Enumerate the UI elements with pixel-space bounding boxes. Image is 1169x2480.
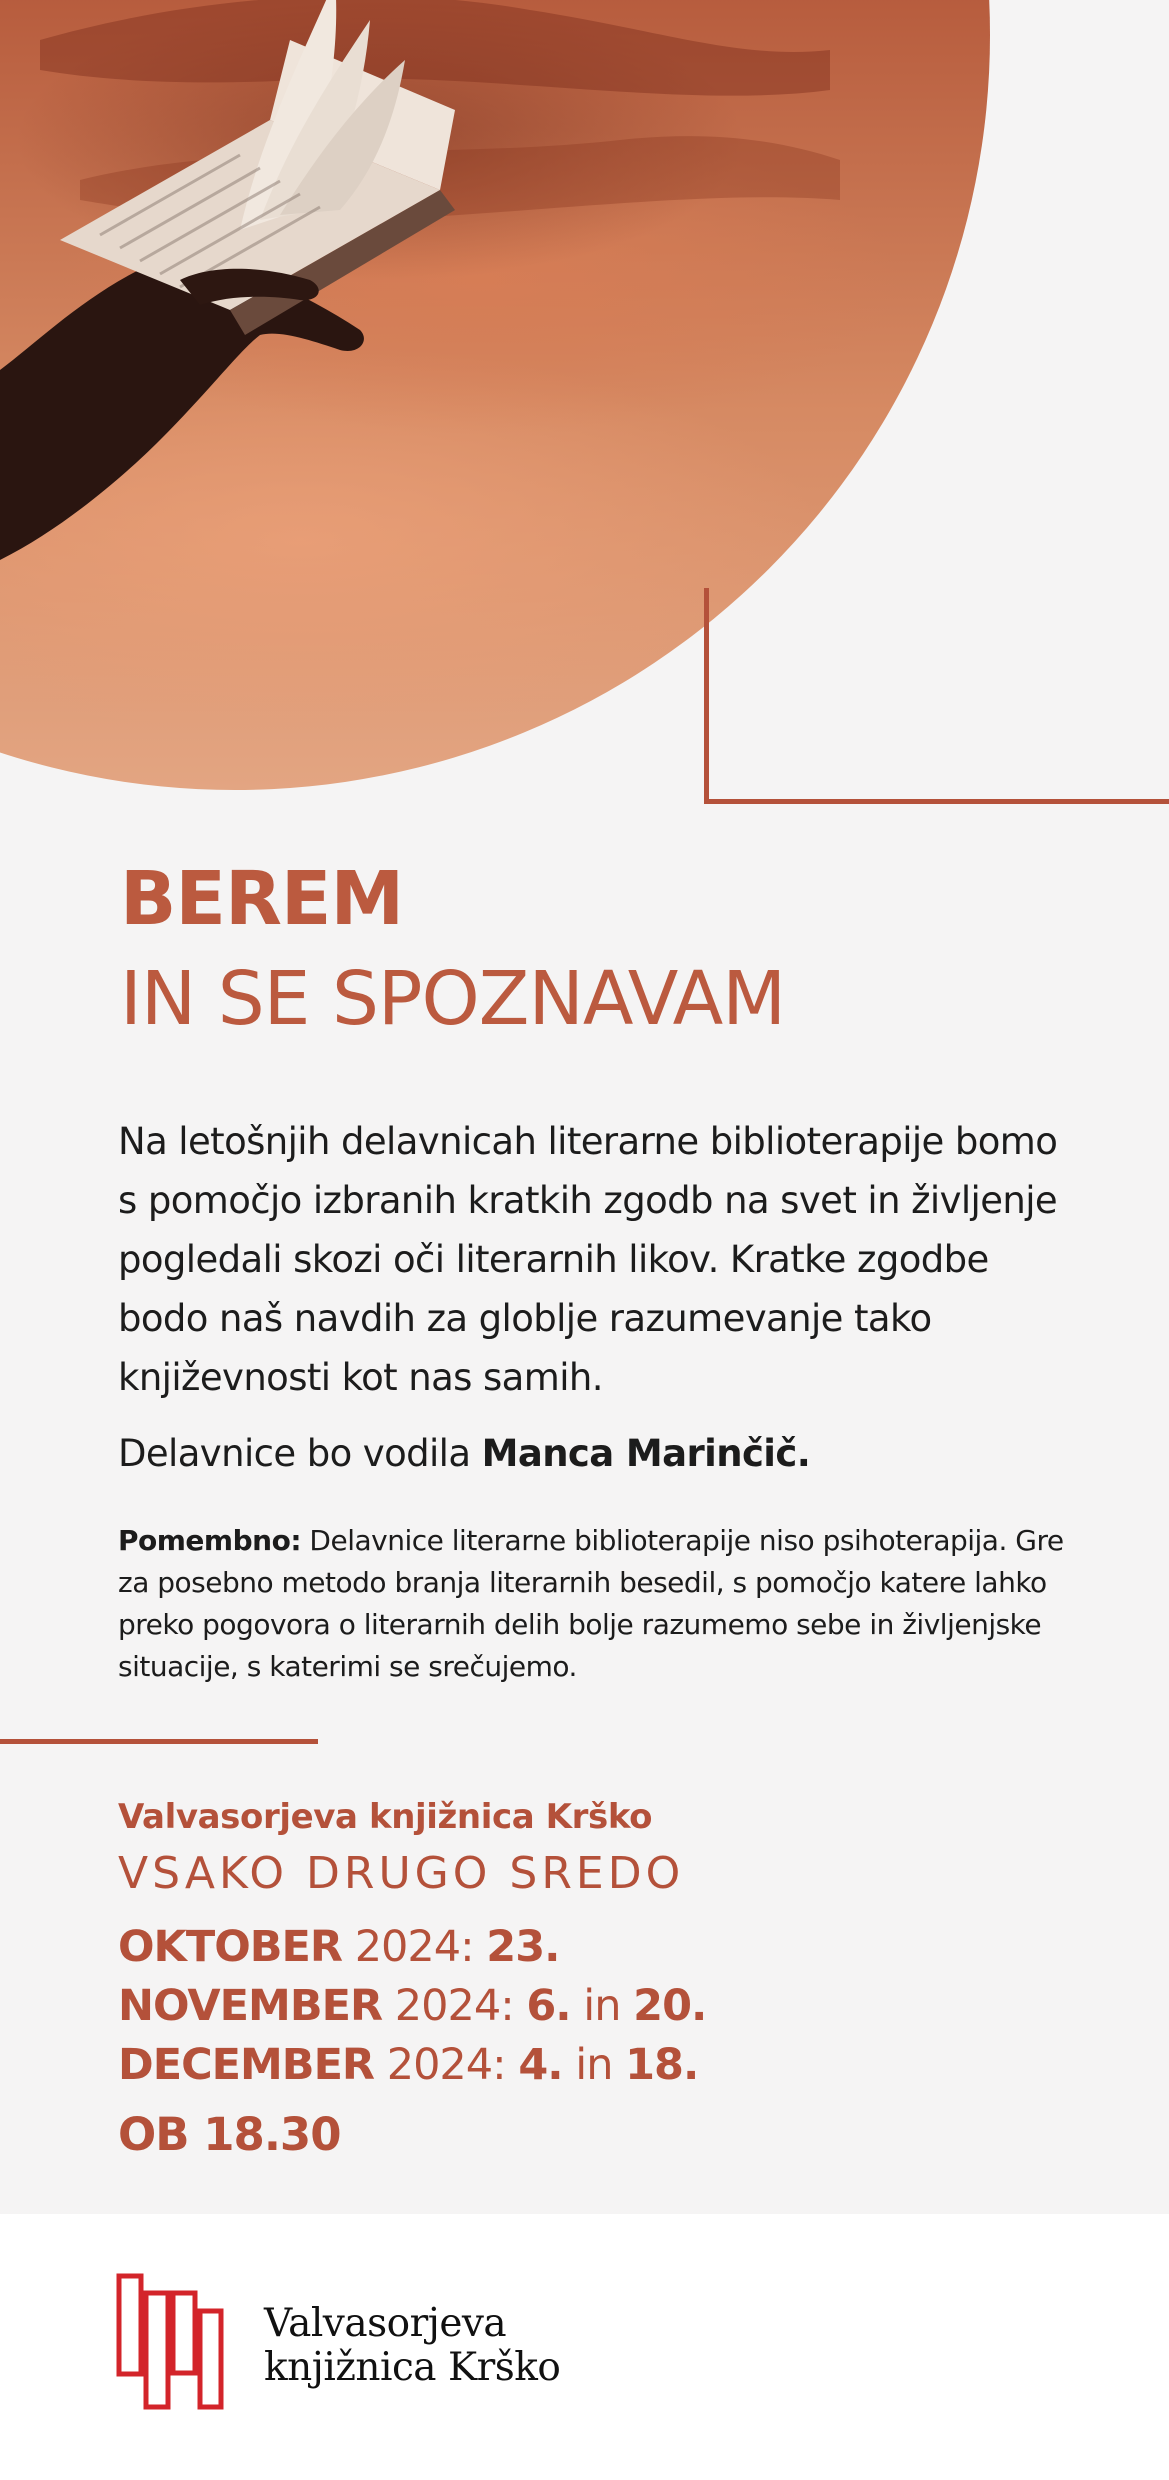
date-row (118, 1918, 706, 1977)
venue-name: Valvasorjeva knjižnica Krško (118, 1797, 653, 1837)
date-separator: in (570, 1981, 634, 2031)
logo-line-1: Valvasorjeva (264, 2301, 507, 2346)
date-list (118, 1918, 706, 2095)
frequency: VSAKO DRUGO SREDO (118, 1848, 685, 1899)
intro-paragraph: Na letošnjih delavnicah literarne biblioterapije bomo s pomočjo izbranih kratkih zgodb na svet in življenje pogledali skozi oči literarnih likov. Kratke zgodbe bodo naš navdih za globlje razumevanje tako književnosti kot nas samih. (118, 1120, 1058, 1399)
library-logo-text (264, 2302, 560, 2390)
date-month: NOVEMBER (118, 1981, 383, 2031)
date-month: OKTOBER (118, 1922, 343, 1972)
library-logo-icon (116, 2273, 224, 2411)
date-separator: in (562, 2040, 626, 2090)
date-day: 18. (625, 2040, 699, 2090)
note-label: Pomembno: (118, 1524, 302, 1557)
section-divider (0, 1739, 318, 1744)
title-line-1: BEREM (120, 856, 404, 942)
date-day: 6. (526, 1981, 571, 2031)
leader-name: Manca Marinčič. (481, 1432, 811, 1475)
logo-line-2: knjižnica Krško (264, 2345, 561, 2390)
date-year: 2024: (342, 1922, 487, 1972)
date-month: DECEMBER (118, 2040, 375, 2090)
event-time: OB 18.30 (118, 2108, 341, 2161)
corner-frame-horizontal (704, 799, 1169, 804)
corner-frame-vertical (704, 588, 709, 804)
date-year: 2024: (374, 2040, 519, 2090)
book-and-hand-illustration (0, 0, 990, 790)
leader-prefix: Delavnice bo vodila (118, 1432, 482, 1475)
hero-photo (0, 0, 990, 790)
date-day: 4. (518, 2040, 563, 2090)
date-day: 20. (633, 1981, 707, 2031)
title-line-2: IN SE SPOZNAVAM (120, 956, 786, 1042)
workshop-leader (118, 1432, 1078, 1475)
date-row (118, 2036, 706, 2095)
date-year: 2024: (382, 1981, 527, 2031)
note-text: Delavnice literarne biblioterapije niso psihoterapija. Gre za posebno metodo branja literarnih besedil, s pomočjo katere lahko preko pogovora o literarnih delih bolje razumemo sebe in življenjske situacije, s katerimi se srečujemo. (118, 1524, 1064, 1683)
date-row (118, 1977, 706, 2036)
date-day: 23. (486, 1922, 560, 1972)
important-note (118, 1520, 1078, 1688)
